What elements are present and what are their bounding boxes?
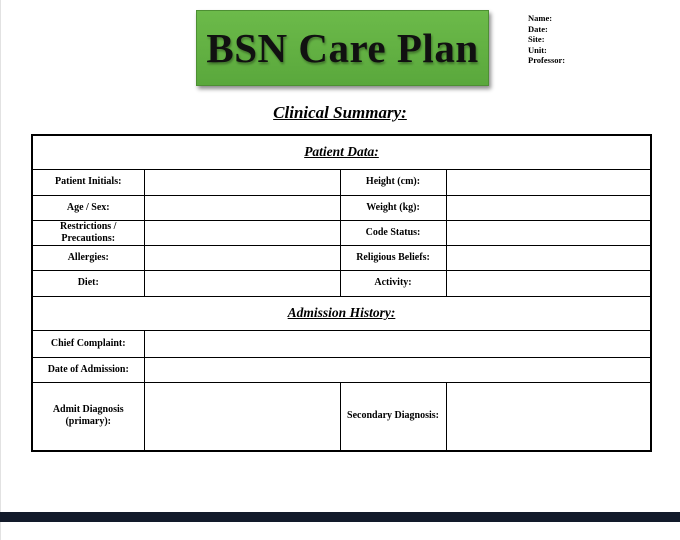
patient-data-header-row	[32, 135, 651, 169]
form-row	[32, 195, 651, 220]
form-row	[32, 245, 651, 270]
admit-diagnosis-field[interactable]	[144, 382, 340, 451]
admission-history-heading: Admission History:	[32, 296, 651, 330]
form-row	[32, 357, 651, 382]
patient-initials-field[interactable]	[144, 169, 340, 195]
allergies-label: Allergies:	[32, 245, 144, 270]
form-row	[32, 382, 651, 451]
clinical-summary-heading: Clinical Summary:	[273, 103, 407, 122]
height-field[interactable]	[446, 169, 651, 195]
secondary-diagnosis-field[interactable]	[446, 382, 651, 451]
age-sex-field[interactable]	[144, 195, 340, 220]
form-row	[32, 169, 651, 195]
meta-professor-label: Professor:	[528, 55, 566, 65]
restrictions-label: Restrictions / Precautions:	[32, 220, 144, 245]
page-title: BSN Care Plan	[206, 25, 479, 71]
page-edge	[0, 0, 1, 540]
admit-diagnosis-label: Admit Diagnosis (primary):	[32, 382, 144, 451]
bottom-divider-bar	[0, 512, 680, 522]
religious-beliefs-field[interactable]	[446, 245, 651, 270]
code-status-label: Code Status:	[340, 220, 446, 245]
chief-complaint-label: Chief Complaint:	[32, 330, 144, 357]
form-row	[32, 270, 651, 296]
chief-complaint-field[interactable]	[144, 330, 651, 357]
meta-site-label: Site:	[528, 34, 545, 44]
activity-field[interactable]	[446, 270, 651, 296]
weight-label: Weight (kg):	[340, 195, 446, 220]
activity-label: Activity:	[340, 270, 446, 296]
code-status-field[interactable]	[446, 220, 651, 245]
religious-beliefs-label: Religious Beliefs:	[340, 245, 446, 270]
form-row	[32, 220, 651, 245]
patient-data-heading: Patient Data:	[32, 135, 651, 169]
patient-initials-label: Patient Initials:	[32, 169, 144, 195]
height-label: Height (cm):	[340, 169, 446, 195]
diet-label: Diet:	[32, 270, 144, 296]
admission-history-header-row	[32, 296, 651, 330]
age-sex-label: Age / Sex:	[32, 195, 144, 220]
secondary-diagnosis-label: Secondary Diagnosis:	[340, 382, 446, 451]
meta-unit-label: Unit:	[528, 44, 547, 55]
allergies-field[interactable]	[144, 245, 340, 270]
date-of-admission-label: Date of Admission:	[32, 357, 144, 382]
title-banner	[196, 10, 489, 86]
weight-field[interactable]	[446, 195, 651, 220]
form-row	[32, 330, 651, 357]
diet-field[interactable]	[144, 270, 340, 296]
meta-name-label: Name:	[528, 13, 553, 23]
meta-date-label: Date:	[528, 23, 548, 34]
restrictions-field[interactable]	[144, 220, 340, 245]
care-plan-form	[31, 134, 652, 452]
header-meta-fields	[528, 13, 565, 66]
date-of-admission-field[interactable]	[144, 357, 651, 382]
